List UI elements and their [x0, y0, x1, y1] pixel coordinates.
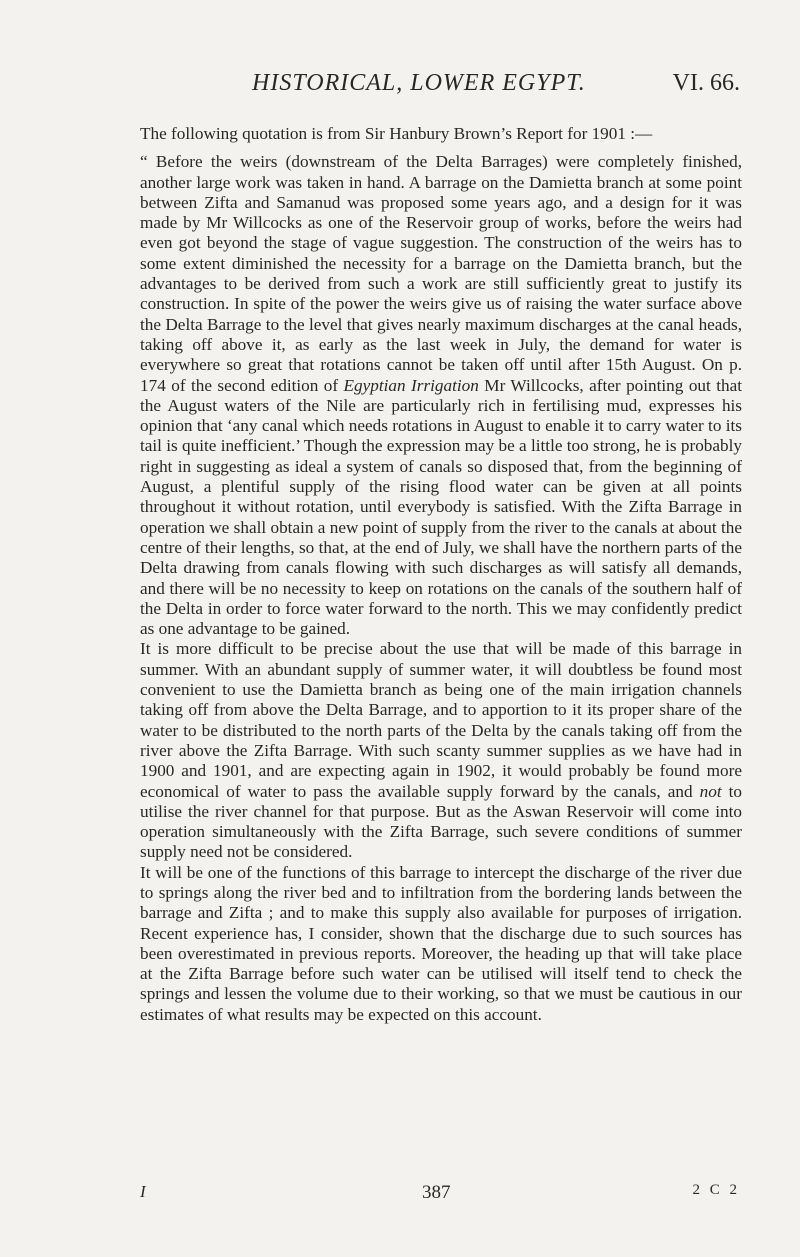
running-title: HISTORICAL, LOWER EGYPT.	[252, 70, 586, 96]
body-text	[140, 124, 742, 1025]
quote-paragraph-2-end: to utilise the river channel for that purpose. But as the Aswan Reservoir will come into operation simultaneously with the Zifta Barrage, such severe conditions of summer supply need not be considered.	[140, 781, 742, 862]
quote-paragraph-2-start: It is more difficult to be precise about the use that will be made of this barrage in summer. With an abundant supply of summer water, it will doubtless be found most convenient to use the Damietta branch as being one of the main irrigation channels taking off from above the Delta Barrage, and to apportion to it its proper share of the water to be distributed to the north parts of the Delta by the canals taking off from the river above the Zifta Barrage. With such scanty summer supplies as we have had in 1900 and 1901, and are expecting again in 1902, it would probably be found more economical of water to pass the available supply forward by the canals, and	[140, 639, 742, 801]
signature-mark-left: I	[140, 1182, 146, 1201]
quote-paragraph-3: It will be one of the functions of this barrage to intercept the discharge of the river due to springs along the river bed and to infiltration from the bordering lands between the barrage and Zifta ; and to make this supply also available for purposes of irrigation. Recent experience has, I consider, shown that the discharge due to such sources has been overestimated in previous reports. Moreover, the heading up that will take place at the Zifta Barrage before such water can be utilised will itself tend to check the springs and lessen the volume due to their working, so that we must be cautious in our estimates of what results may be expected on this account.	[140, 862, 742, 1024]
book-title: Egyptian Irrigation	[343, 375, 479, 395]
running-head	[140, 70, 740, 110]
signature-mark-right: 2 C 2	[692, 1182, 740, 1198]
quote-paragraph-1-end: Mr Willcocks, after pointing out that the August waters of the Nile are particularly rich in fertilising mud, expresses his opinion that ‘any canal which needs rotations in August to enable it to carry water to its tail is quite inefficient.’ Though the expression may be a little too strong, he is probably right in suggesting as ideal a system of canals so disposed that, from the beginning of August, a plentiful supply of the rising flood water can be given at all points throughout it without rotation, until everybody is satisfied. With the Zifta Barrage in operation we shall obtain a new point of supply from the river to the canals at about the centre of their lengths, so that, at the end of July, we shall have the northern parts of the Delta drawing from canals flowing with such discharges as will satisfy all demands, and there will be no necessity to keep on rotations on the canals of the southern half of the Delta in order to force water forward to the north. This we may confidently predict as one advantage to be gained.	[140, 375, 742, 639]
intro-paragraph: The following quotation is from Sir Hanbury Brown’s Report for 1901 :—	[140, 124, 653, 143]
section-reference: VI. 66.	[672, 70, 740, 96]
page-footer	[140, 1182, 740, 1206]
quote-paragraph-1	[140, 152, 742, 639]
page-number: 387	[422, 1182, 451, 1203]
quote-paragraph-2	[140, 639, 742, 862]
emphasis-not: not	[699, 781, 722, 801]
quote-paragraph-1-start: “ Before the weirs (downstream of the Delta Barrages) were completely finished, another large work was taken in hand. A barrage on the Damietta branch at some point between Zifta and Samanud was proposed some years ago, and a design for it was made by Mr Willcocks as one of the Reservoir group of works, before the weirs had even got beyond the stage of vague suggestion. The construction of the weirs has to some extent diminished the necessity for a barrage on the Damietta branch, but the advantages to be derived from such a work are still sufficiently great to justify its construction. In spite of the power the weirs give us of raising the water surface above the Delta Barrage to the level that gives nearly maximum discharges at the canal heads, taking off above it, as early as the last week in July, the demand for water is everywhere so great that rotations cannot be taken off until after 15th August. On p. 174 of the second edition of	[140, 152, 742, 395]
